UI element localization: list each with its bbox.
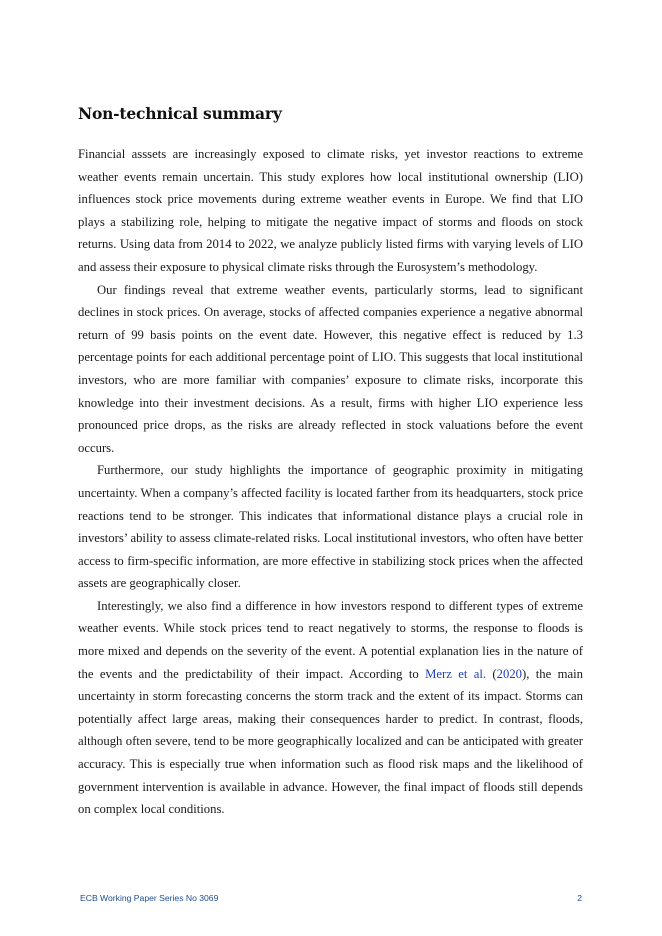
citation-open-paren: ( [486,666,497,681]
citation-close-paren: ) [522,666,527,681]
footer-series-title: ECB Working Paper Series No 3069 [80,893,219,903]
paragraph-1: Financial asssets are increasingly exposed to climate risks, yet investor reactions to extreme weather events remain uncertain. This study explores how local institutional ownership (LIO) influences stock price movements during extreme weather events in Europe. We find that LIO plays a stabilizing role, helping to mitigate the negative impact of storms and floods on stock returns. Using data from 2014 to 2022, we analyze publicly listed firms with varying levels of LIO and assess their exposure to physical climate risks through the Eurosystem’s methodology. [78,147,583,274]
paragraph-4 [78,595,583,821]
citation-author-link[interactable]: Merz et al. [425,666,487,681]
paragraph-4-text-after: , the main uncertainty in storm forecasting concerns the storm track and the extent of its impact. Storms can potentially affect large areas, making their consequences harder to predict. In contrast, floods, although often severe, tend to be more geographically localized and can be anticipated with greater accuracy. This is especially true when information such as flood risk maps and the likelihood of government intervention is available in advance. However, the final impact of floods still depends on complex local conditions. [78,666,583,817]
paragraph-3: Furthermore, our study highlights the importance of geographic proximity in mitigating uncertainty. When a company’s affected facility is located farther from its headquarters, stock price reactions tend to be stronger. This indicates that informational distance plays a crucial role in investors’ ability to assess climate-related risks. Local institutional investors, who often have better access to firm-specific information, are more effective in stabilizing stock prices when the affected assets are geographically closer. [78,463,583,591]
paragraph-2: Our findings reveal that extreme weather events, particularly storms, lead to significant declines in stock prices. On average, stocks of affected companies experience a negative abnormal return of 99 basis points on the event date. However, this negative effect is reduced by 1.3 percentage points for each additional percentage point of LIO. This suggests that local institutional investors, who are more familiar with companies’ exposure to climate risks, incorporate this knowledge into their investment decisions. As a result, firms with higher LIO experience less pronounced price drops, as the risks are already reflected in stock valuations before the event occurs. [78,282,583,455]
footer-page-number: 2 [577,893,582,903]
paragraph-4-text-before: Interestingly, we also find a difference in how investors respond to different types of extreme weather events. While stock prices tend to react negatively to storms, the response to floods is more mixed and depends on the severity of the event. A potential explanation lies in the nature of the events and the predictability of their impact. According to [78,598,583,681]
citation-year-link[interactable]: 2020 [496,666,522,681]
summary-body [78,143,583,821]
section-heading: Non-technical summary [78,104,282,123]
page-footer [80,893,582,907]
